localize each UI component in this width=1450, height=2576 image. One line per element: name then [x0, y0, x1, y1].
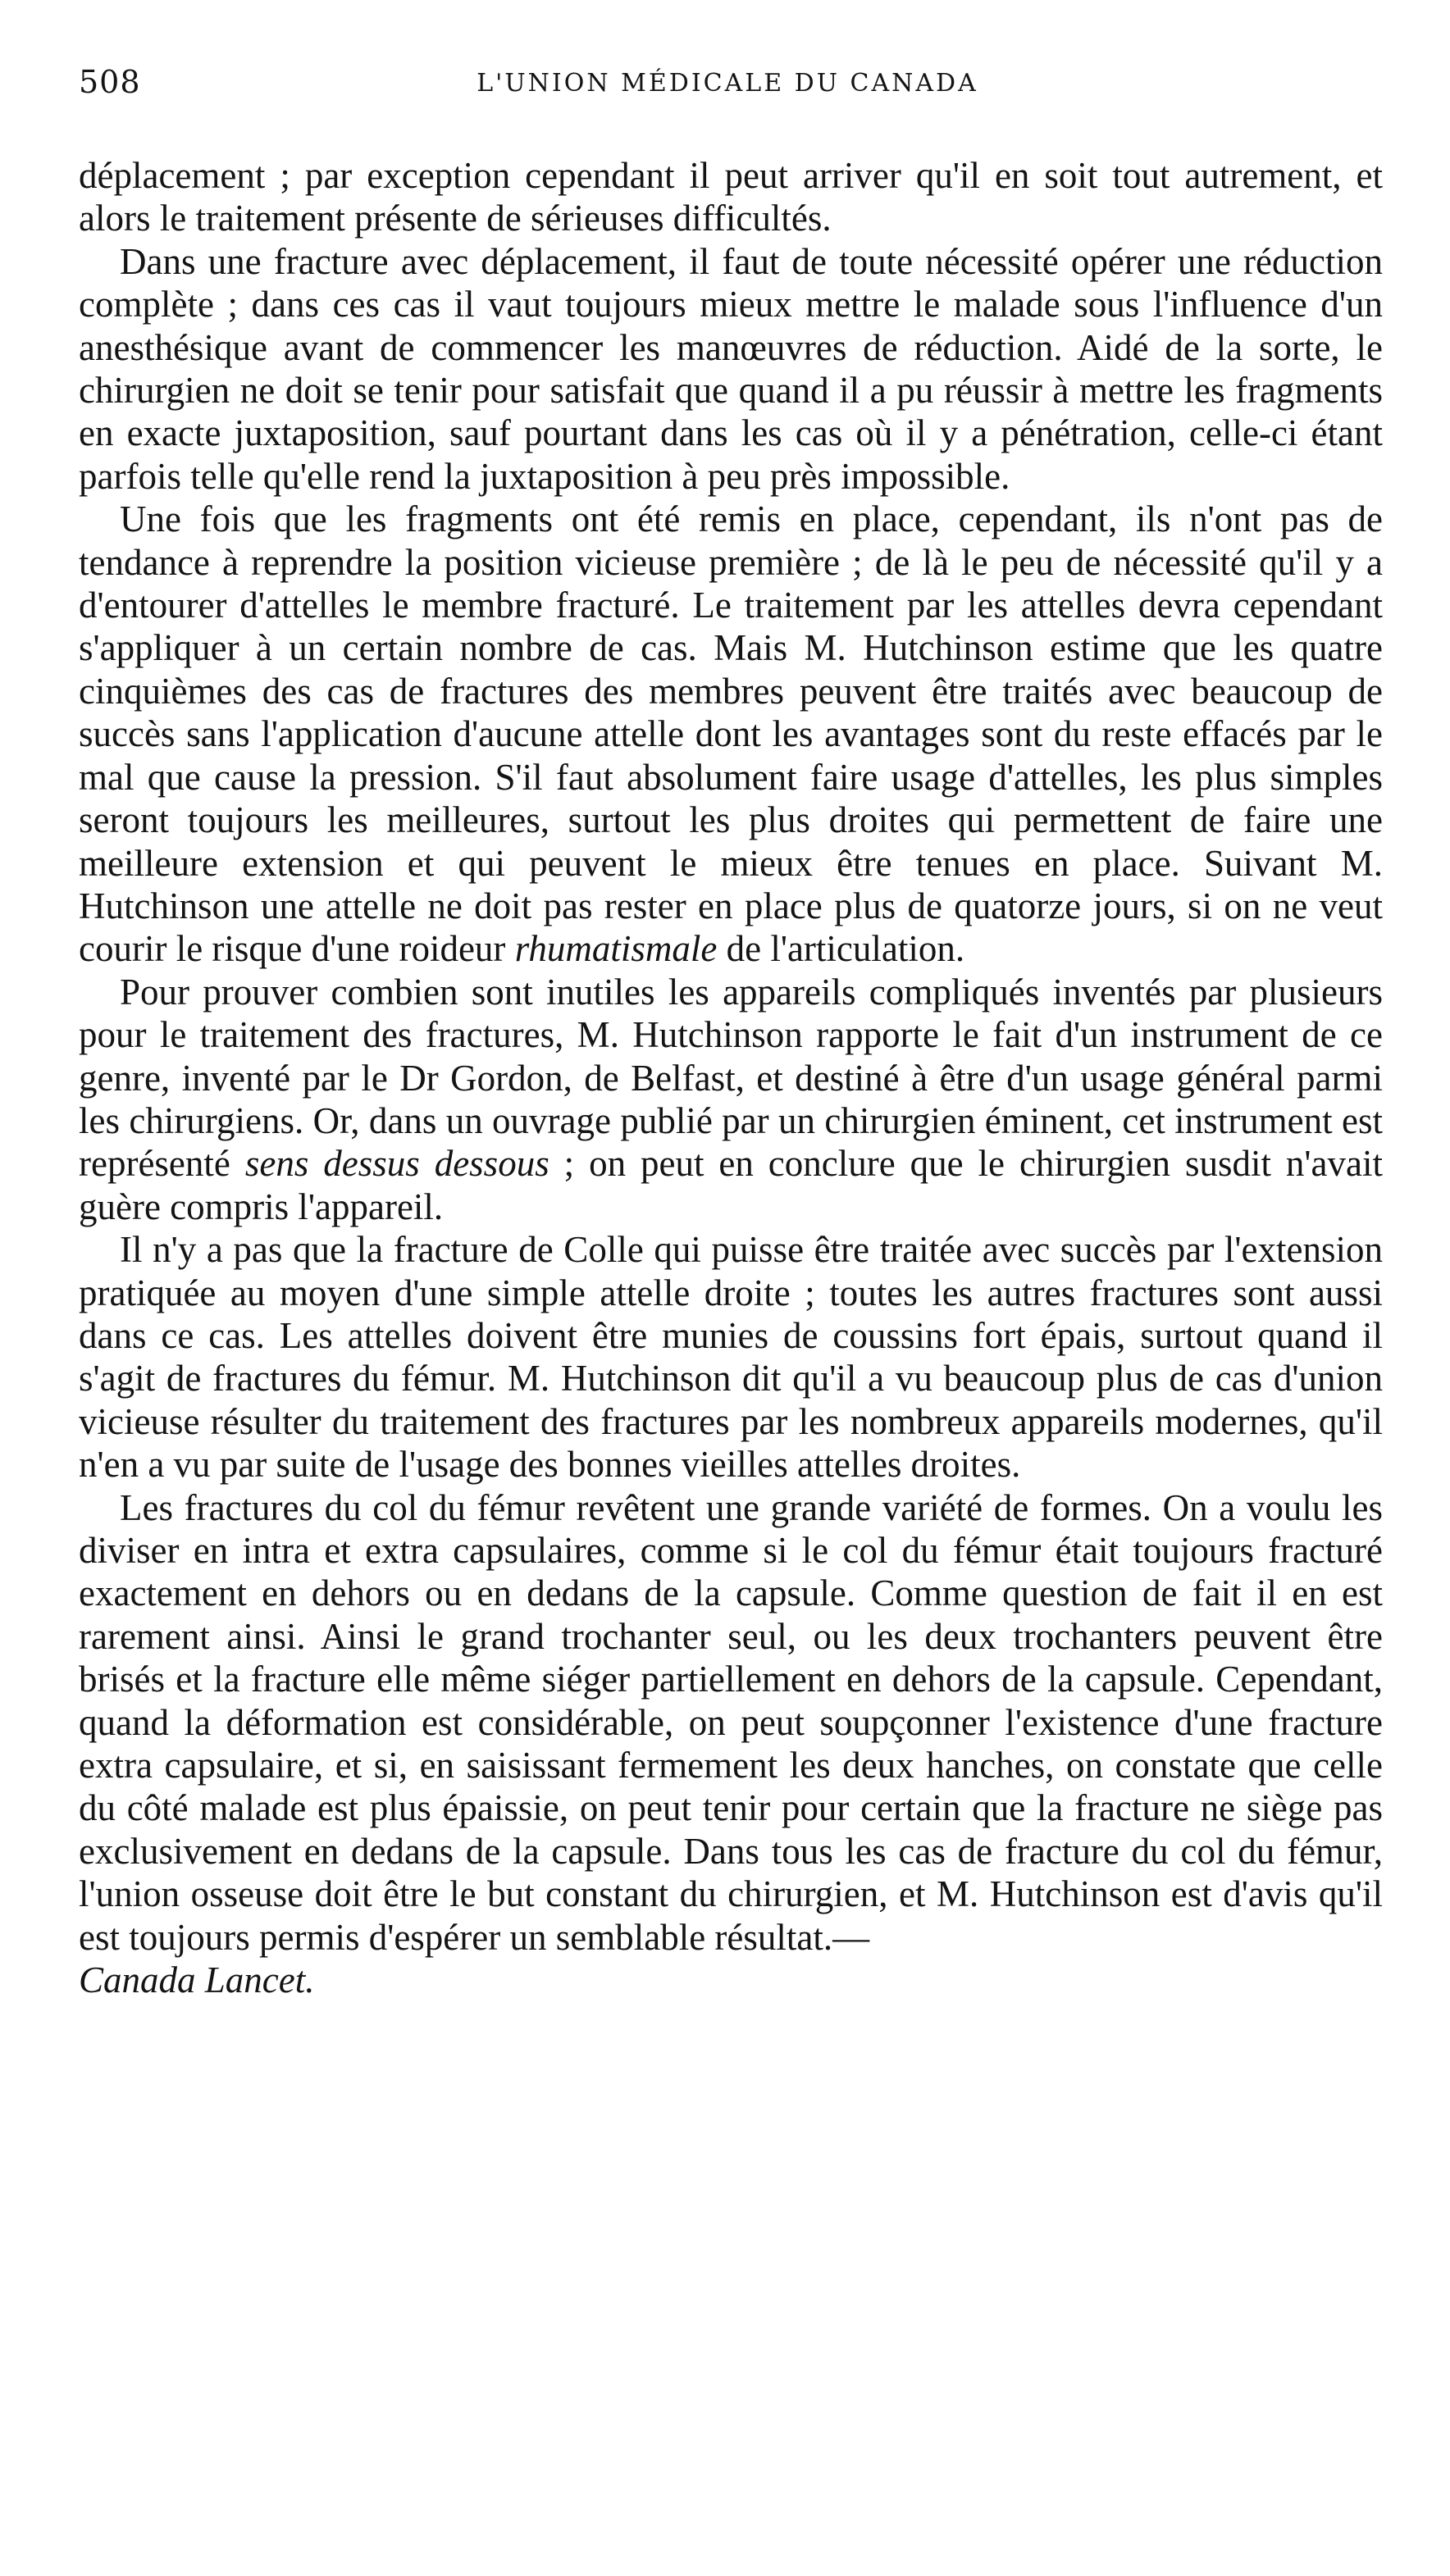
paragraph-text: Les fractures du col du fémur revêtent une grande variété de formes. On a voulu les diviser en intra et extra capsulaires, comme si le col du fémur était toujours fracturé exactement en dehors ou en dedans de la capsule. Comme question de fait il en est rarement ainsi. Ainsi le grand trochanter seul, ou les deux trochanters peuvent être brisés et la fracture elle même siéger partiellement en dehors de la capsule. Cependant, quand la déformation est considérable, on peut soupçonner l'existence d'une fracture extra capsulaire, et si, en saisissant fermement les deux hanches, on constate que celle du côté malade est plus épaissie, on peut tenir pour certain que la fracture ne siège pas exclusivement en dedans de la capsule. Dans tous les cas de fracture du col du fémur, l'union osseuse doit être le but constant du chirurgien, et M. Hutchinson est d'avis qu'il est toujours permis d'espérer un semblable résultat.— [79, 1486, 1383, 1958]
paragraph-text: Pour prouver combien sont inutiles les appareils compliqués inventés par plusieurs pour le traitement des fractures, M. Hutchinson rapporte le fait d'un instrument de ce genre, inventé par le Dr Gordon, de Belfast, et destiné à être d'un usage général parmi les chirurgiens. Or, dans un ouvrage publié par un chirurgien éminent, cet instrument est représenté [79, 971, 1383, 1185]
article-body [79, 154, 1383, 2001]
paragraph [79, 1228, 1383, 1486]
paragraph-text: Dans une fracture avec déplacement, il faut de toute nécessité opérer une réduction complète ; dans ces cas il vaut toujours mieux mettre le malade sous l'influence d'un anesthésique avant de commencer les manœuvres de réduction. Aidé de la sorte, le chirurgien ne doit se tenir pour satisfait que quand il a pu réussir à mettre les fragments en exacte juxtaposition, sauf pourtant dans les cas où il y a pénétration, celle-ci étant parfois telle qu'elle rend la juxtaposition à peu près impossible. [79, 240, 1383, 497]
paragraph [79, 240, 1383, 498]
paragraph-text-after: de l'articulation. [726, 928, 965, 970]
running-title: L'UNION MÉDICALE DU CANADA [476, 69, 978, 98]
paragraph [79, 154, 1383, 240]
emphasized-text: rhumatismale [514, 928, 718, 970]
emphasized-text: sens dessus dessous [244, 1143, 549, 1185]
paragraph [79, 971, 1383, 1228]
paragraph-text: Il n'y a pas que la fracture de Colle qui puisse être traitée avec succès par l'extension pratiquée au moyen d'une simple attelle droite ; toutes les autres fractures sont aussi dans ce cas. Les attelles doivent être munies de coussins fort épais, surtout quand il s'agit de fractures du fémur. M. Hutchinson dit qu'il a vu beaucoup plus de cas d'union vicieuse résulter du traitement des fractures par les nombreux appareils modernes, qu'il n'en a vu par suite de l'usage des bonnes vieilles attelles droites. [79, 1229, 1383, 1486]
source-signature: Canada Lancet. [79, 1959, 315, 2001]
paragraph [79, 1486, 1383, 1959]
page-header [79, 64, 1376, 113]
page-number: 508 [79, 64, 141, 100]
paragraph-text-after: ; on peut en conclure que le chirurgien susdit n'avait guère compris l'appareil. [79, 1143, 1383, 1227]
paragraph [79, 498, 1383, 970]
paragraph-text: déplacement ; par exception cependant il peut arriver qu'il en soit tout autrement, et alors le traitement présente de sérieuses difficultés. [79, 155, 1383, 239]
paragraph-text: Une fois que les fragments ont été remis en place, cependant, ils n'ont pas de tendance à reprendre la position vicieuse première ; de là le peu de nécessité qu'il y a d'entourer d'attelles le membre fracturé. Le traitement par les attelles devra cependant s'appliquer à un certain nombre de cas. Mais M. Hutchinson estime que les quatre cinquièmes des cas de fractures des membres peuvent être traités avec beaucoup de succès sans l'application d'aucune attelle dont les avantages sont du reste effacés par le mal que cause la pression. S'il faut absolument faire usage d'attelles, les plus simples seront toujours les meilleures, surtout les plus droites qui permettent de faire une meilleure extension et qui peuvent le mieux être tenues en place. Suivant M. Hutchinson une attelle ne doit pas rester en place plus de quatorze jours, si on ne veut courir le risque d'une roideur [79, 498, 1383, 970]
